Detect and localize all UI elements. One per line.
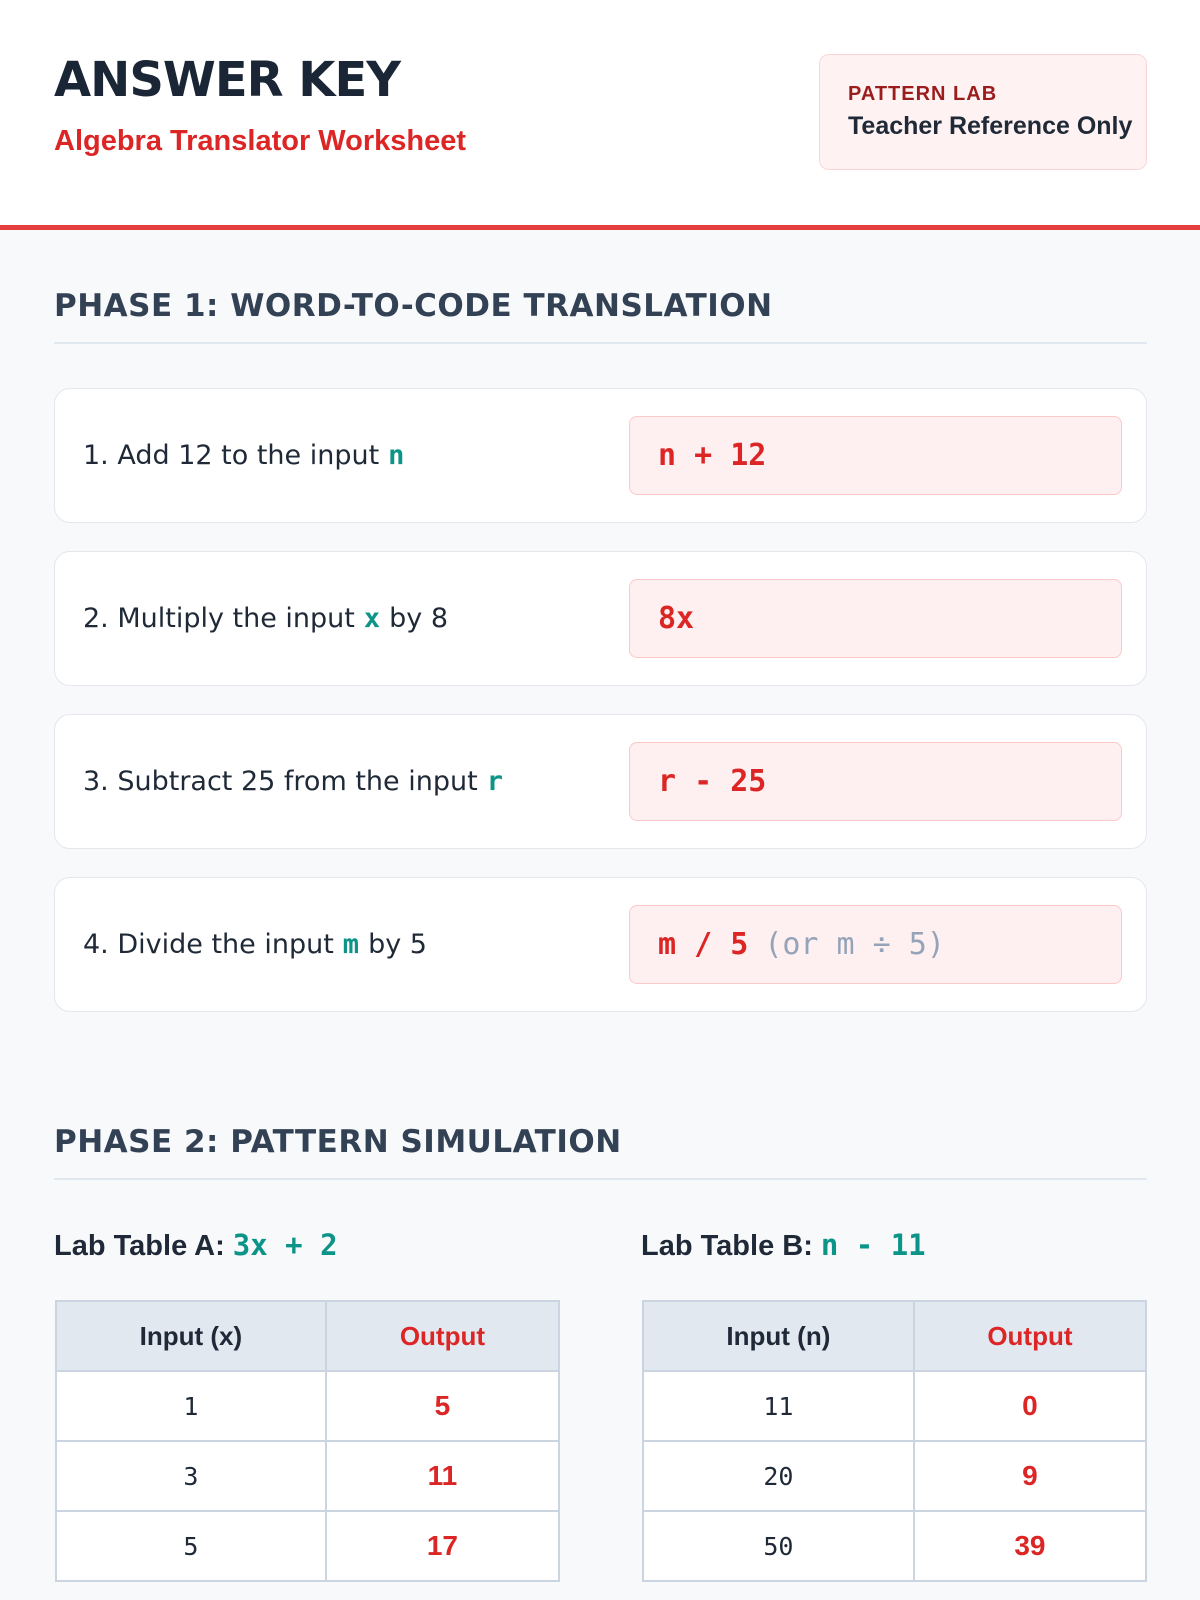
output-cell: 11 xyxy=(326,1441,559,1511)
column-header: Input (n) xyxy=(643,1301,914,1371)
reference-badge xyxy=(819,54,1147,170)
prompt-text: 4. Divide the input xyxy=(83,929,334,960)
header xyxy=(0,0,1200,230)
answer-expression: 8x xyxy=(658,601,695,636)
prompt-suffix: by 5 xyxy=(368,929,427,960)
input-cell: 50 xyxy=(643,1511,914,1581)
input-variable: n xyxy=(388,440,405,471)
table-row xyxy=(56,1441,559,1511)
input-cell: 3 xyxy=(56,1441,326,1511)
column-header: Output xyxy=(326,1301,559,1371)
output-cell: 5 xyxy=(326,1371,559,1441)
alternate-answer: (or m ÷ 5) xyxy=(764,927,945,962)
lab-label-text: Lab Table B: xyxy=(641,1230,813,1262)
phase1-title: PHASE 1: WORD-TO-CODE TRANSLATION xyxy=(54,288,1147,344)
input-variable: x xyxy=(363,603,381,634)
prompt-text: 1. Add 12 to the input xyxy=(83,440,380,471)
prompt-suffix: by 8 xyxy=(389,603,449,634)
input-cell: 1 xyxy=(56,1371,326,1441)
question-card xyxy=(54,714,1147,849)
table-row xyxy=(643,1511,1146,1581)
input-cell: 11 xyxy=(643,1371,914,1441)
lab-table-b-label xyxy=(641,1228,926,1263)
input-cell: 20 xyxy=(643,1441,914,1511)
column-header: Input (x) xyxy=(56,1301,326,1371)
question-prompt xyxy=(83,715,503,848)
badge-text: Teacher Reference Only xyxy=(848,112,1133,140)
phase2-title: PHASE 2: PATTERN SIMULATION xyxy=(54,1124,1147,1180)
table-header-row xyxy=(56,1301,559,1371)
column-header: Output xyxy=(914,1301,1146,1371)
table-row xyxy=(56,1371,559,1441)
answer-box xyxy=(629,742,1122,821)
input-cell: 5 xyxy=(56,1511,326,1581)
answer-box xyxy=(629,416,1122,495)
prompt-text: 3. Subtract 25 from the input xyxy=(83,766,478,797)
table-header-row xyxy=(643,1301,1146,1371)
answer-box xyxy=(629,579,1122,658)
question-prompt xyxy=(83,878,427,1011)
badge-kicker: PATTERN LAB xyxy=(848,83,998,105)
answer-expression: m / 5 xyxy=(658,927,749,962)
input-variable: m xyxy=(342,929,360,960)
answer-box xyxy=(629,905,1122,984)
answer-expression: r - 25 xyxy=(658,764,767,799)
prompt-text: 2. Multiply the input xyxy=(83,603,355,634)
table-row xyxy=(643,1441,1146,1511)
question-card xyxy=(54,877,1147,1012)
question-prompt xyxy=(83,552,448,685)
answer-expression: n + 12 xyxy=(658,438,767,473)
lab-table-a xyxy=(55,1300,560,1582)
lab-table-a-label xyxy=(54,1228,338,1263)
output-cell: 39 xyxy=(914,1511,1146,1581)
page-title: ANSWER KEY xyxy=(54,52,401,108)
output-cell: 9 xyxy=(914,1441,1146,1511)
page-subtitle: Algebra Translator Worksheet xyxy=(54,125,467,157)
input-variable: r xyxy=(486,766,503,797)
question-card xyxy=(54,551,1147,686)
question-prompt xyxy=(83,389,404,522)
lab-formula: 3x + 2 xyxy=(232,1228,338,1262)
question-card xyxy=(54,388,1147,523)
table-row xyxy=(56,1511,559,1581)
output-cell: 0 xyxy=(914,1371,1146,1441)
lab-label-text: Lab Table A: xyxy=(54,1230,225,1262)
output-cell: 17 xyxy=(326,1511,559,1581)
table-row xyxy=(643,1371,1146,1441)
lab-formula: n - 11 xyxy=(820,1228,926,1262)
lab-table-b xyxy=(642,1300,1147,1582)
